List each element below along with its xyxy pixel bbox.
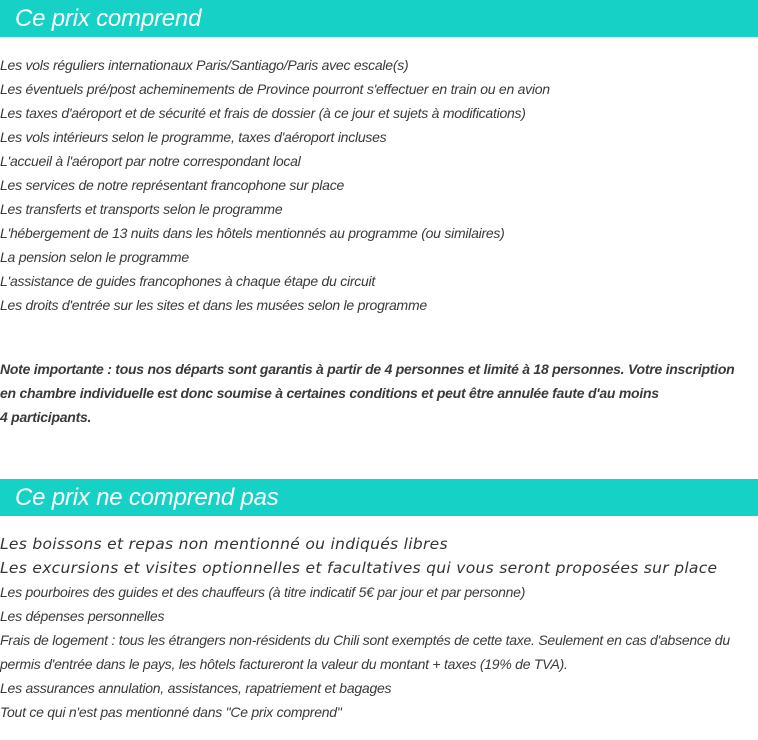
list-item: Les services de notre représentant francophone sur place xyxy=(0,177,344,193)
note-line: Note importante : tous nos départs sont garantis à partir de 4 personnes et limité à 18 personnes. Votre inscription xyxy=(0,361,735,377)
list-item: Les dépenses personnelles xyxy=(0,608,165,624)
included-list xyxy=(0,53,758,317)
list-item: Les pourboires des guides et des chauffeurs (à titre indicatif 5€ par jour et par personne) xyxy=(0,584,526,600)
list-item: Les vols intérieurs selon le programme, taxes d'aéroport incluses xyxy=(0,129,387,145)
list-item: L'accueil à l'aéroport par notre correspondant local xyxy=(0,153,301,169)
list-item: Les boissons et repas non mentionné ou indiqués libres xyxy=(0,535,448,553)
excluded-list-alt-font xyxy=(0,532,758,580)
list-item: permis d'entrée dans le pays, les hôtels factureront la valeur du montant + taxes (19% de TVA). xyxy=(0,656,568,672)
list-item: Les éventuels pré/post acheminements de Province pourront s'effectuer en train ou en avion xyxy=(0,81,550,97)
list-item: Les excursions et visites optionnelles et facultatives qui vous seront proposées sur place xyxy=(0,559,718,577)
list-item: L'assistance de guides francophones à chaque étape du circuit xyxy=(0,273,376,289)
important-note xyxy=(0,357,758,429)
excluded-section-header xyxy=(0,479,758,516)
included-section-title: Ce prix comprend xyxy=(15,4,202,32)
list-item: Les transferts et transports selon le programme xyxy=(0,201,283,217)
included-section-header xyxy=(0,0,758,37)
list-item: La pension selon le programme xyxy=(0,249,189,265)
list-item: Tout ce qui n'est pas mentionné dans "Ce prix comprend" xyxy=(0,704,342,720)
excluded-list xyxy=(0,580,758,724)
list-item: Les droits d'entrée sur les sites et dans les musées selon le programme xyxy=(0,297,427,313)
note-line: 4 participants. xyxy=(0,409,92,425)
list-item: Les vols réguliers internationaux Paris/Santiago/Paris avec escale(s) xyxy=(0,57,409,73)
list-item: Frais de logement : tous les étrangers non-résidents du Chili sont exemptés de cette taxe. Seulement en cas d'absence du xyxy=(0,632,730,648)
list-item: Les assurances annulation, assistances, rapatriement et bagages xyxy=(0,680,392,696)
excluded-section-title: Ce prix ne comprend pas xyxy=(15,483,279,511)
list-item: Les taxes d'aéroport et de sécurité et frais de dossier (à ce jour et sujets à modifications) xyxy=(0,105,526,121)
note-line: en chambre individuelle est donc soumise à certaines conditions et peut être annulée faute d'au moins xyxy=(0,385,659,401)
list-item: L'hébergement de 13 nuits dans les hôtels mentionnés au programme (ou similaires) xyxy=(0,225,505,241)
